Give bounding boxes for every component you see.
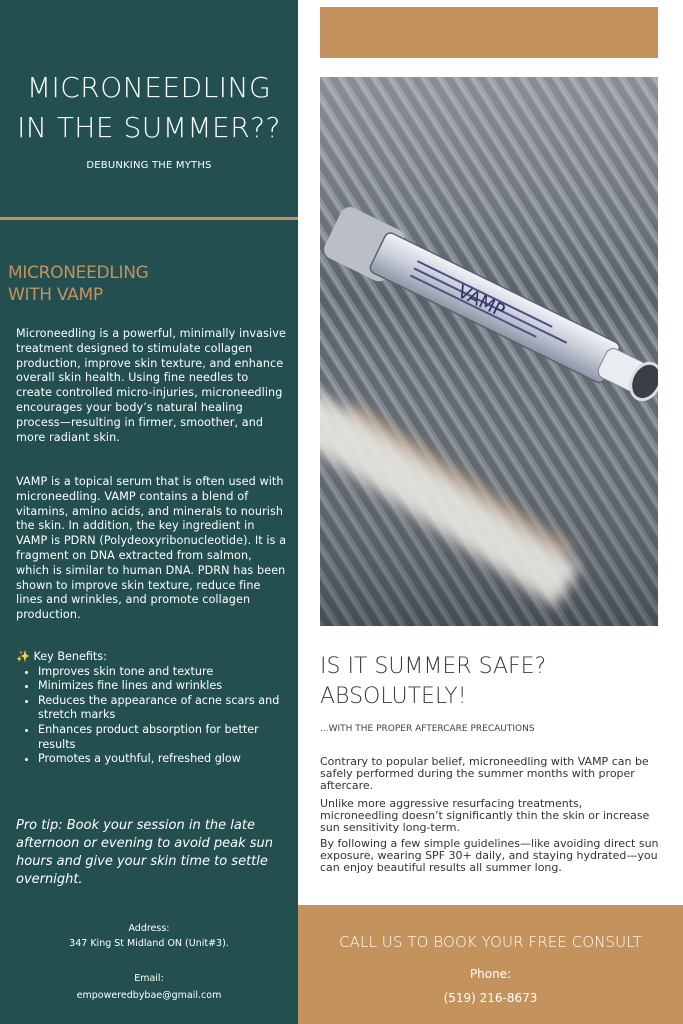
right-panel bbox=[298, 0, 683, 1024]
top-accent-bar bbox=[320, 7, 658, 58]
cta-band bbox=[298, 905, 683, 1024]
summer-paragraph-2: Unlike more aggressive resurfacing treatments, microneedling doesn’t significantly thin the skin or increase sun sensitivity long-term. bbox=[320, 797, 650, 834]
syringe-photo bbox=[320, 77, 658, 626]
summer-safe-heading: IS IT SUMMER SAFE? ABSOLUTELY! bbox=[320, 654, 547, 709]
aftercare-subheading: ...WITH THE PROPER AFTERCARE PRECAUTIONS bbox=[320, 724, 535, 734]
list-item: • Promotes a youthful, refreshed glow bbox=[38, 752, 288, 767]
divider bbox=[0, 217, 298, 220]
sparkles-icon: ✨ bbox=[16, 650, 30, 663]
vamp-paragraph: VAMP is a topical serum that is often used with microneedling. VAMP contains a blend of vitamins, amino acids, and minerals to nourish the skin. In addition, the key ingredient in VAMP is PDRN (Polydeoxyribonucleotide). It is a fragment on DNA extracted from salmon, which is similar to human DNA. PDRN has been shown to improve skin texture, reduce fine lines and wrinkles, and promote collagen production. bbox=[16, 475, 287, 622]
cta-text: CALL US TO BOOK YOUR FREE CONSULT bbox=[339, 933, 642, 951]
section-heading: MICRONEEDLING WITH VAMP bbox=[8, 263, 149, 305]
syringe-label: VAMP bbox=[454, 281, 509, 322]
benefits-heading: Key Benefits: bbox=[33, 650, 107, 663]
address-label: Address: bbox=[128, 923, 170, 934]
left-panel bbox=[0, 0, 298, 1024]
page-subtitle: DEBUNKING THE MYTHS bbox=[86, 160, 212, 171]
benefits-block bbox=[16, 650, 288, 767]
pro-tip: Pro tip: Book your session in the late afternoon or evening to avoid peak sun hours and give your skin time to settle overnight. bbox=[16, 818, 274, 887]
intro-paragraph: Microneedling is a powerful, minimally invasive treatment designed to stimulate collagen production, improve skin texture, and enhance overall skin health. Using fine needles to create controlled micro-injuries, microneedling encourages your body’s natural healing process—resulting in firmer, smoother, and more radiant skin. bbox=[16, 327, 286, 444]
list-item: • Improves skin tone and texture bbox=[38, 665, 288, 680]
summer-paragraph-3: By following a few simple guidelines—like avoiding direct sun exposure, wearing SPF 30+ daily, and staying hydrated—you can enjoy beautiful results all summer long. bbox=[320, 837, 659, 874]
summer-paragraph-1: Contrary to popular belief, microneedling with VAMP can be safely performed during the summer months with proper aftercare. bbox=[320, 755, 649, 792]
email-link[interactable]: empoweredbybae@gmail.com bbox=[76, 990, 222, 1001]
list-item: • Minimizes fine lines and wrinkles bbox=[38, 679, 288, 694]
benefits-list bbox=[16, 665, 288, 767]
benefits-heading-row bbox=[16, 650, 288, 665]
phone-label: Phone: bbox=[469, 967, 512, 981]
address: 347 King St Midland ON (Unit#3). bbox=[69, 938, 229, 949]
email-label: Email: bbox=[134, 973, 164, 984]
page-title: MICRONEEDLING IN THE SUMMER?? bbox=[17, 71, 281, 144]
phone-number[interactable]: (519) 216-8673 bbox=[443, 991, 538, 1005]
list-item: • Reduces the appearance of acne scars and stretch marks bbox=[38, 694, 288, 723]
list-item: • Enhances product absorption for better results bbox=[38, 723, 288, 752]
